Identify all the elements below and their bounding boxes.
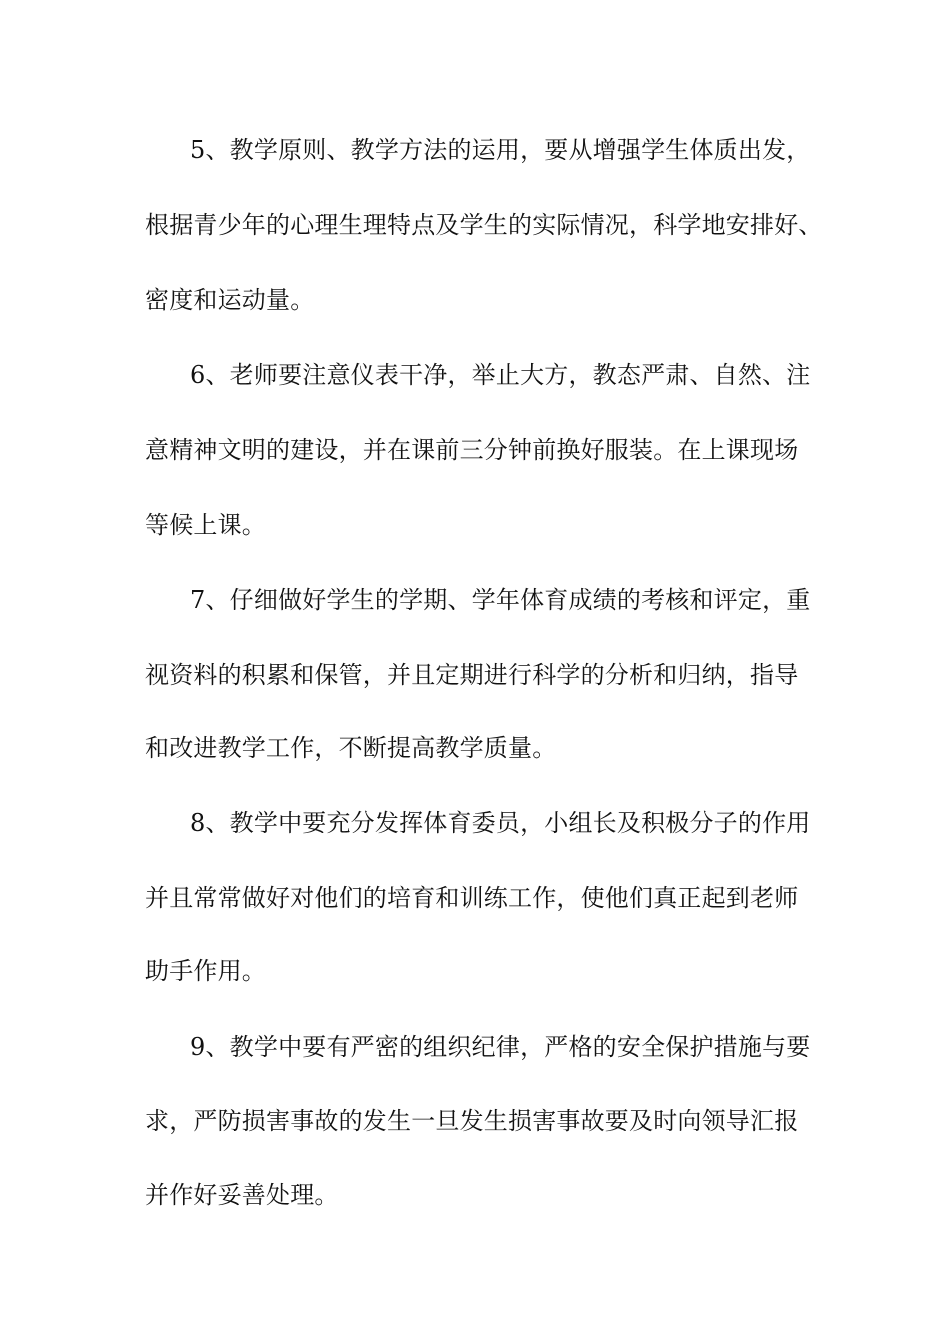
paragraph-line: 视资料的积累和保管，并且定期进行科学的分析和归纳，指导 bbox=[145, 661, 799, 689]
paragraph-line: 意精神文明的建设，并在课前三分钟前换好服装。在上课现场 bbox=[145, 436, 799, 464]
paragraph-line: 并且常常做好对他们的培育和训练工作，使他们真正起到老师 bbox=[145, 884, 799, 912]
paragraph-line: 7、仔细做好学生的学期、学年体育成绩的考核和评定，重 bbox=[190, 586, 811, 614]
paragraph-line: 和改进教学工作，不断提高教学质量。 bbox=[145, 734, 557, 762]
paragraph-line: 根据青少年的心理生理特点及学生的实际情况，科学地安排好、 bbox=[145, 211, 823, 239]
paragraph-line: 8、教学中要充分发挥体育委员，小组长及积极分子的作用 bbox=[190, 809, 811, 837]
paragraph-line: 等候上课。 bbox=[145, 511, 266, 539]
paragraph-line: 并作好妥善处理。 bbox=[145, 1181, 339, 1209]
paragraph-line: 6、老师要注意仪表干净，举止大方，教态严肃、自然、注 bbox=[190, 361, 811, 389]
paragraph-line: 助手作用。 bbox=[145, 957, 266, 985]
paragraph-line: 求，严防损害事故的发生一旦发生损害事故要及时向领导汇报 bbox=[145, 1107, 799, 1135]
paragraph-line: 密度和运动量。 bbox=[145, 286, 315, 314]
paragraph-line: 5、教学原则、教学方法的运用，要从增强学生体质出发， bbox=[190, 136, 811, 164]
paragraph-line: 9、教学中要有严密的组织纪律，严格的安全保护措施与要 bbox=[190, 1033, 811, 1061]
